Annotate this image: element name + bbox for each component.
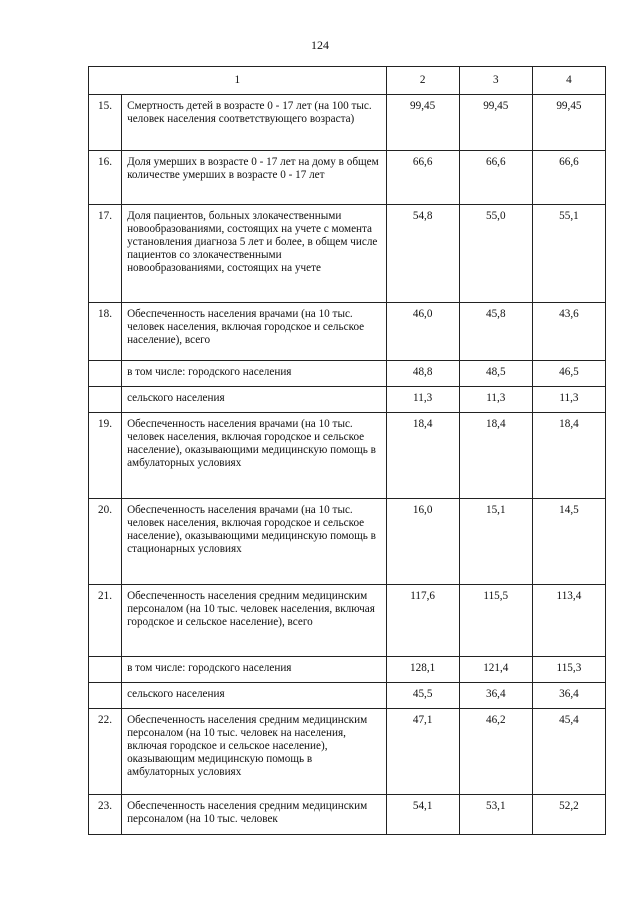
value-cell: 45,5: [386, 683, 459, 709]
value-cell: 52,2: [532, 795, 605, 835]
header-cell: 4: [532, 67, 605, 95]
value-cell: 128,1: [386, 657, 459, 683]
value-cell: 45,8: [459, 303, 532, 361]
page-number: 124: [311, 38, 329, 52]
indicator-name: в том числе: городского населения: [122, 657, 387, 683]
indicator-name: сельского населения: [122, 683, 387, 709]
row-number: [89, 657, 122, 683]
row-number: 22.: [89, 709, 122, 795]
value-cell: 99,45: [459, 95, 532, 151]
value-cell: 99,45: [532, 95, 605, 151]
value-cell: 66,6: [532, 151, 605, 205]
row-number: 19.: [89, 413, 122, 499]
value-cell: 54,8: [386, 205, 459, 303]
indicator-name: Обеспеченность населения врачами (на 10 тыс. человек населения, включая городское и сельское население), оказывающими медицинскую помощь в амбулаторных условиях: [122, 413, 387, 499]
table-row: [89, 683, 606, 709]
value-cell: 43,6: [532, 303, 605, 361]
value-cell: 46,5: [532, 361, 605, 387]
table-header-row: [89, 67, 606, 95]
value-cell: 115,5: [459, 585, 532, 657]
value-cell: 53,1: [459, 795, 532, 835]
value-cell: 11,3: [532, 387, 605, 413]
value-cell: 48,5: [459, 361, 532, 387]
value-cell: 48,8: [386, 361, 459, 387]
table-row: [89, 499, 606, 585]
table-row: [89, 151, 606, 205]
indicator-name: Смертность детей в возрасте 0 - 17 лет (на 100 тыс. человек населения соответствующего возраста): [122, 95, 387, 151]
row-number: [89, 683, 122, 709]
row-number: 20.: [89, 499, 122, 585]
indicator-name: Обеспеченность населения врачами (на 10 тыс. человек населения, включая городское и сельское население), всего: [122, 303, 387, 361]
value-cell: 15,1: [459, 499, 532, 585]
row-number: 18.: [89, 303, 122, 361]
value-cell: 18,4: [386, 413, 459, 499]
value-cell: 117,6: [386, 585, 459, 657]
value-cell: 113,4: [532, 585, 605, 657]
value-cell: 99,45: [386, 95, 459, 151]
row-number: [89, 361, 122, 387]
value-cell: 46,2: [459, 709, 532, 795]
value-cell: 45,4: [532, 709, 605, 795]
row-number: 21.: [89, 585, 122, 657]
value-cell: 11,3: [459, 387, 532, 413]
value-cell: 36,4: [532, 683, 605, 709]
value-cell: 36,4: [459, 683, 532, 709]
row-number: 17.: [89, 205, 122, 303]
table-row: [89, 413, 606, 499]
row-number: [89, 387, 122, 413]
table-row: [89, 795, 606, 835]
indicator-name: Обеспеченность населения средним медицинским персоналом (на 10 тыс. человек населения, включая городское и сельское население), всего: [122, 585, 387, 657]
value-cell: 47,1: [386, 709, 459, 795]
value-cell: 55,0: [459, 205, 532, 303]
indicator-name: в том числе: городского населения: [122, 361, 387, 387]
value-cell: 121,4: [459, 657, 532, 683]
value-cell: 11,3: [386, 387, 459, 413]
indicator-name: сельского населения: [122, 387, 387, 413]
indicator-name: Доля умерших в возрасте 0 - 17 лет на дому в общем количестве умерших в возрасте 0 - 17 лет: [122, 151, 387, 205]
row-number: 15.: [89, 95, 122, 151]
value-cell: 55,1: [532, 205, 605, 303]
table-row: [89, 205, 606, 303]
table-row: [89, 585, 606, 657]
table-row: [89, 387, 606, 413]
value-cell: 66,6: [386, 151, 459, 205]
value-cell: 66,6: [459, 151, 532, 205]
indicator-name: Обеспеченность населения средним медицинским персоналом (на 10 тыс. человек на населения, включая городское и сельское население), оказывающим медицинскую помощь в амбулаторных условиях: [122, 709, 387, 795]
header-cell: 3: [459, 67, 532, 95]
value-cell: 18,4: [459, 413, 532, 499]
table-row: [89, 361, 606, 387]
table-row: [89, 709, 606, 795]
value-cell: 18,4: [532, 413, 605, 499]
value-cell: 46,0: [386, 303, 459, 361]
indicators-table: [88, 66, 606, 835]
indicator-name: Доля пациентов, больных злокачественными новообразованиями, состоящих на учете с момента установления диагноза 5 лет и более, в общем числе пациентов со злокачественными новообразованиями, состоящих на учете: [122, 205, 387, 303]
header-cell: 1: [89, 67, 387, 95]
value-cell: 54,1: [386, 795, 459, 835]
table-row: [89, 303, 606, 361]
table-row: [89, 95, 606, 151]
row-number: 23.: [89, 795, 122, 835]
value-cell: 14,5: [532, 499, 605, 585]
indicator-name: Обеспеченность населения врачами (на 10 тыс. человек населения, включая городское и сельское население), оказывающими медицинскую помощь в стационарных условиях: [122, 499, 387, 585]
indicator-name: Обеспеченность населения средним медицинским персоналом (на 10 тыс. человек: [122, 795, 387, 835]
row-number: 16.: [89, 151, 122, 205]
header-cell: 2: [386, 67, 459, 95]
value-cell: 115,3: [532, 657, 605, 683]
value-cell: 16,0: [386, 499, 459, 585]
table-row: [89, 657, 606, 683]
